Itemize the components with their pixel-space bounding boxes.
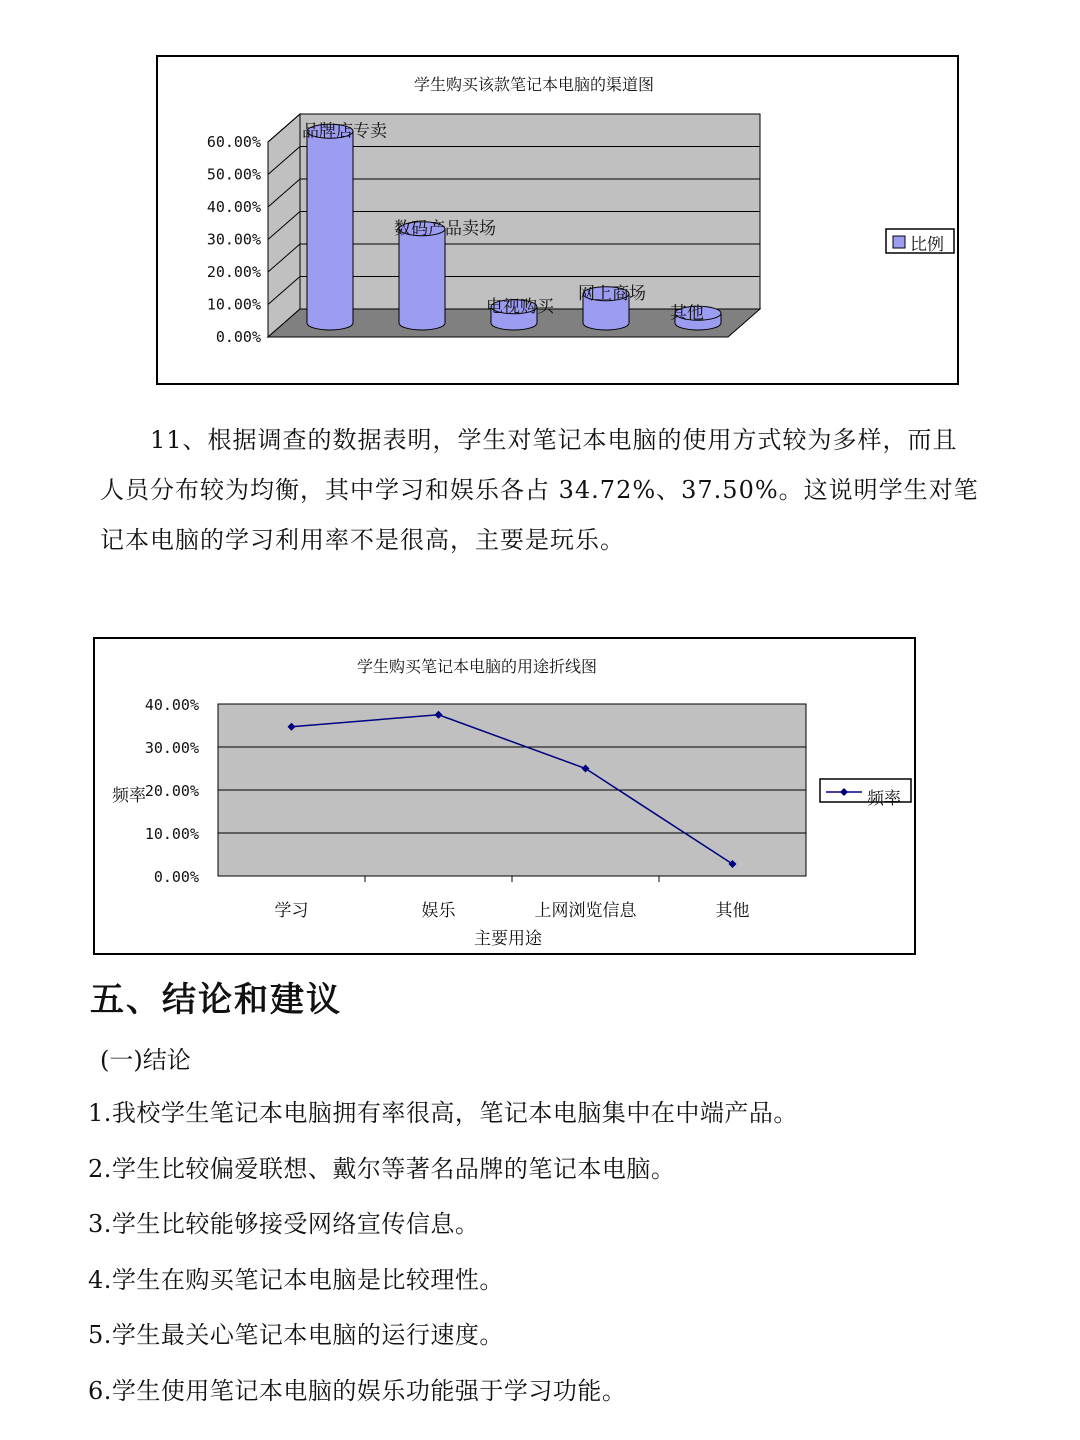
- y-tick-label: 60.00%: [206, 133, 261, 151]
- section-heading: 五、结论和建议: [90, 980, 342, 1020]
- chart-title: 学生购买该款笔记本电脑的渠道图: [413, 75, 655, 94]
- bar-category-label: 电视购买: [486, 296, 554, 317]
- y-tick-label: 0.00%: [215, 328, 261, 346]
- usage-line-chart-svg: [95, 639, 918, 957]
- bar-category-label: 品牌店专卖: [302, 121, 387, 142]
- subsection-title: (一)结论: [100, 1046, 191, 1074]
- conclusion-item: 3.学生比较能够接受网络宣传信息。: [88, 1210, 480, 1238]
- paragraph-11: 11、根据调查的数据表明，学生对笔记本电脑的使用方式较为多样，而且人员分布较为均衡，其中学习和娱乐各占 34.72%、37.50%。这说明学生对笔记本电脑的学习利用率不是很高，主要是玩乐。: [100, 426, 979, 554]
- y-tick-label: 20.00%: [206, 263, 261, 281]
- legend-label: 频率: [867, 789, 901, 809]
- y-tick-label: 40.00%: [206, 198, 261, 216]
- legend-swatch: [893, 236, 905, 248]
- usage-line-chart: [93, 637, 916, 955]
- x-axis-title: 主要用途: [474, 929, 542, 949]
- bar-category-label: 网上商场: [578, 283, 646, 304]
- conclusion-item: 6.学生使用笔记本电脑的娱乐功能强于学习功能。: [88, 1376, 627, 1405]
- conclusion-item: 2.学生比较偏爱联想、戴尔等著名品牌的笔记本电脑。: [88, 1154, 676, 1183]
- bar-category-label: 其他: [670, 303, 704, 324]
- y-tick-label: 10.00%: [206, 295, 261, 314]
- y-tick-label: 30.00%: [144, 739, 199, 757]
- legend-label: 比例: [910, 235, 944, 255]
- y-tick-label: 20.00%: [144, 782, 199, 800]
- conclusion-item: 5.学生最关心笔记本电脑的运行速度。: [88, 1321, 504, 1349]
- x-tick-label: 其他: [715, 901, 750, 921]
- y-axis-title: 频率: [112, 786, 146, 806]
- conclusion-item: 1.我校学生笔记本电脑拥有率很高，笔记本电脑集中在中端产品。: [88, 1099, 798, 1127]
- y-tick-label: 30.00%: [206, 230, 261, 249]
- channel-bar-chart: [156, 55, 959, 385]
- conclusion-item: 4.学生在购买笔记本电脑是比较理性。: [88, 1265, 504, 1294]
- y-tick-label: 0.00%: [153, 868, 199, 886]
- y-tick-label: 40.00%: [144, 696, 199, 714]
- y-tick-label: 10.00%: [144, 825, 199, 843]
- bar-category-label: 数码产品卖场: [394, 218, 496, 239]
- conclusion-list: [88, 1093, 798, 1426]
- channel-bar-chart-svg: [158, 57, 961, 387]
- x-tick-label: 娱乐: [421, 901, 456, 921]
- bar-cylinder: [307, 131, 353, 330]
- x-tick-label: 上网浏览信息: [534, 901, 637, 921]
- y-tick-label: 50.00%: [206, 165, 261, 184]
- bar-cylinder: [399, 229, 445, 330]
- chart-title: 学生购买笔记本电脑的用途折线图: [356, 657, 598, 676]
- x-tick-label: 学习: [274, 901, 309, 921]
